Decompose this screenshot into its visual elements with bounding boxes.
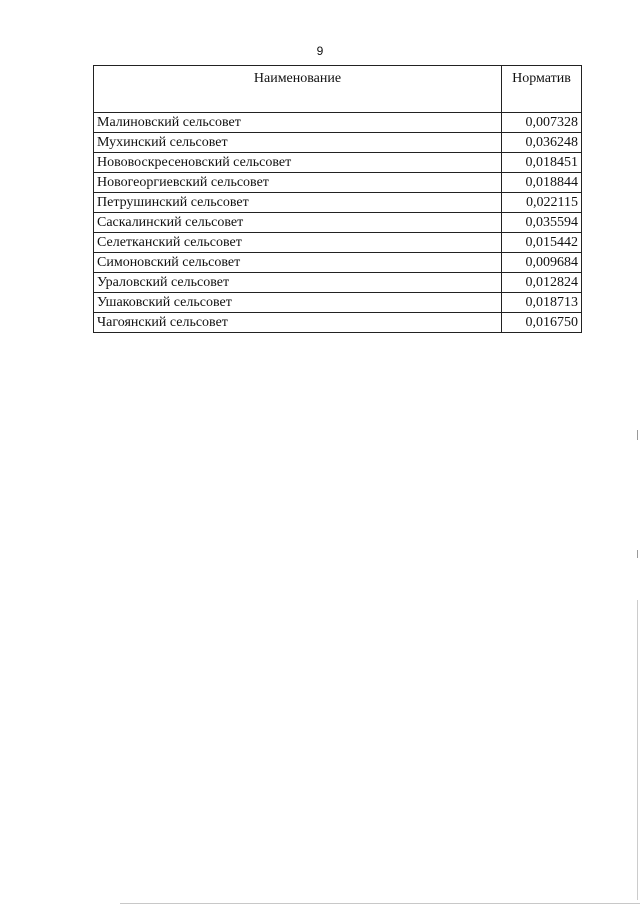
- row-value: 0,015442: [502, 233, 582, 253]
- row-name: Саскалинский сельсовет: [94, 213, 502, 233]
- table-row: [94, 313, 582, 333]
- table-row: [94, 253, 582, 273]
- header-value: Норматив: [502, 66, 582, 113]
- table-row: [94, 113, 582, 133]
- row-value: 0,012824: [502, 273, 582, 293]
- row-name: Мухинский сельсовет: [94, 133, 502, 153]
- row-name: Симоновский сельсовет: [94, 253, 502, 273]
- normative-table: [93, 65, 582, 333]
- table-row: [94, 233, 582, 253]
- scan-edge-mark: [637, 550, 638, 558]
- row-value: 0,009684: [502, 253, 582, 273]
- scan-bottom-line: [120, 903, 640, 904]
- row-name: Ушаковский сельсовет: [94, 293, 502, 313]
- scan-edge-mark: [637, 430, 638, 440]
- table-row: [94, 153, 582, 173]
- row-value: 0,022115: [502, 193, 582, 213]
- row-value: 0,007328: [502, 113, 582, 133]
- table-row: [94, 173, 582, 193]
- row-value: 0,016750: [502, 313, 582, 333]
- table-row: [94, 193, 582, 213]
- row-name: Новогеоргиевский сельсовет: [94, 173, 502, 193]
- table-row: [94, 133, 582, 153]
- row-name: Ураловский сельсовет: [94, 273, 502, 293]
- table-header-row: [94, 66, 582, 113]
- scan-edge-mark: [637, 600, 638, 900]
- row-name: Чагоянский сельсовет: [94, 313, 502, 333]
- row-value: 0,018713: [502, 293, 582, 313]
- row-name: Малиновский сельсовет: [94, 113, 502, 133]
- row-value: 0,018844: [502, 173, 582, 193]
- row-name: Нововоскресеновский сельсовет: [94, 153, 502, 173]
- header-name: Наименование: [94, 66, 502, 113]
- page-number: 9: [316, 44, 324, 58]
- table-row: [94, 293, 582, 313]
- row-name: Селетканский сельсовет: [94, 233, 502, 253]
- row-value: 0,036248: [502, 133, 582, 153]
- table-row: [94, 213, 582, 233]
- table-row: [94, 273, 582, 293]
- row-value: 0,018451: [502, 153, 582, 173]
- row-value: 0,035594: [502, 213, 582, 233]
- row-name: Петрушинский сельсовет: [94, 193, 502, 213]
